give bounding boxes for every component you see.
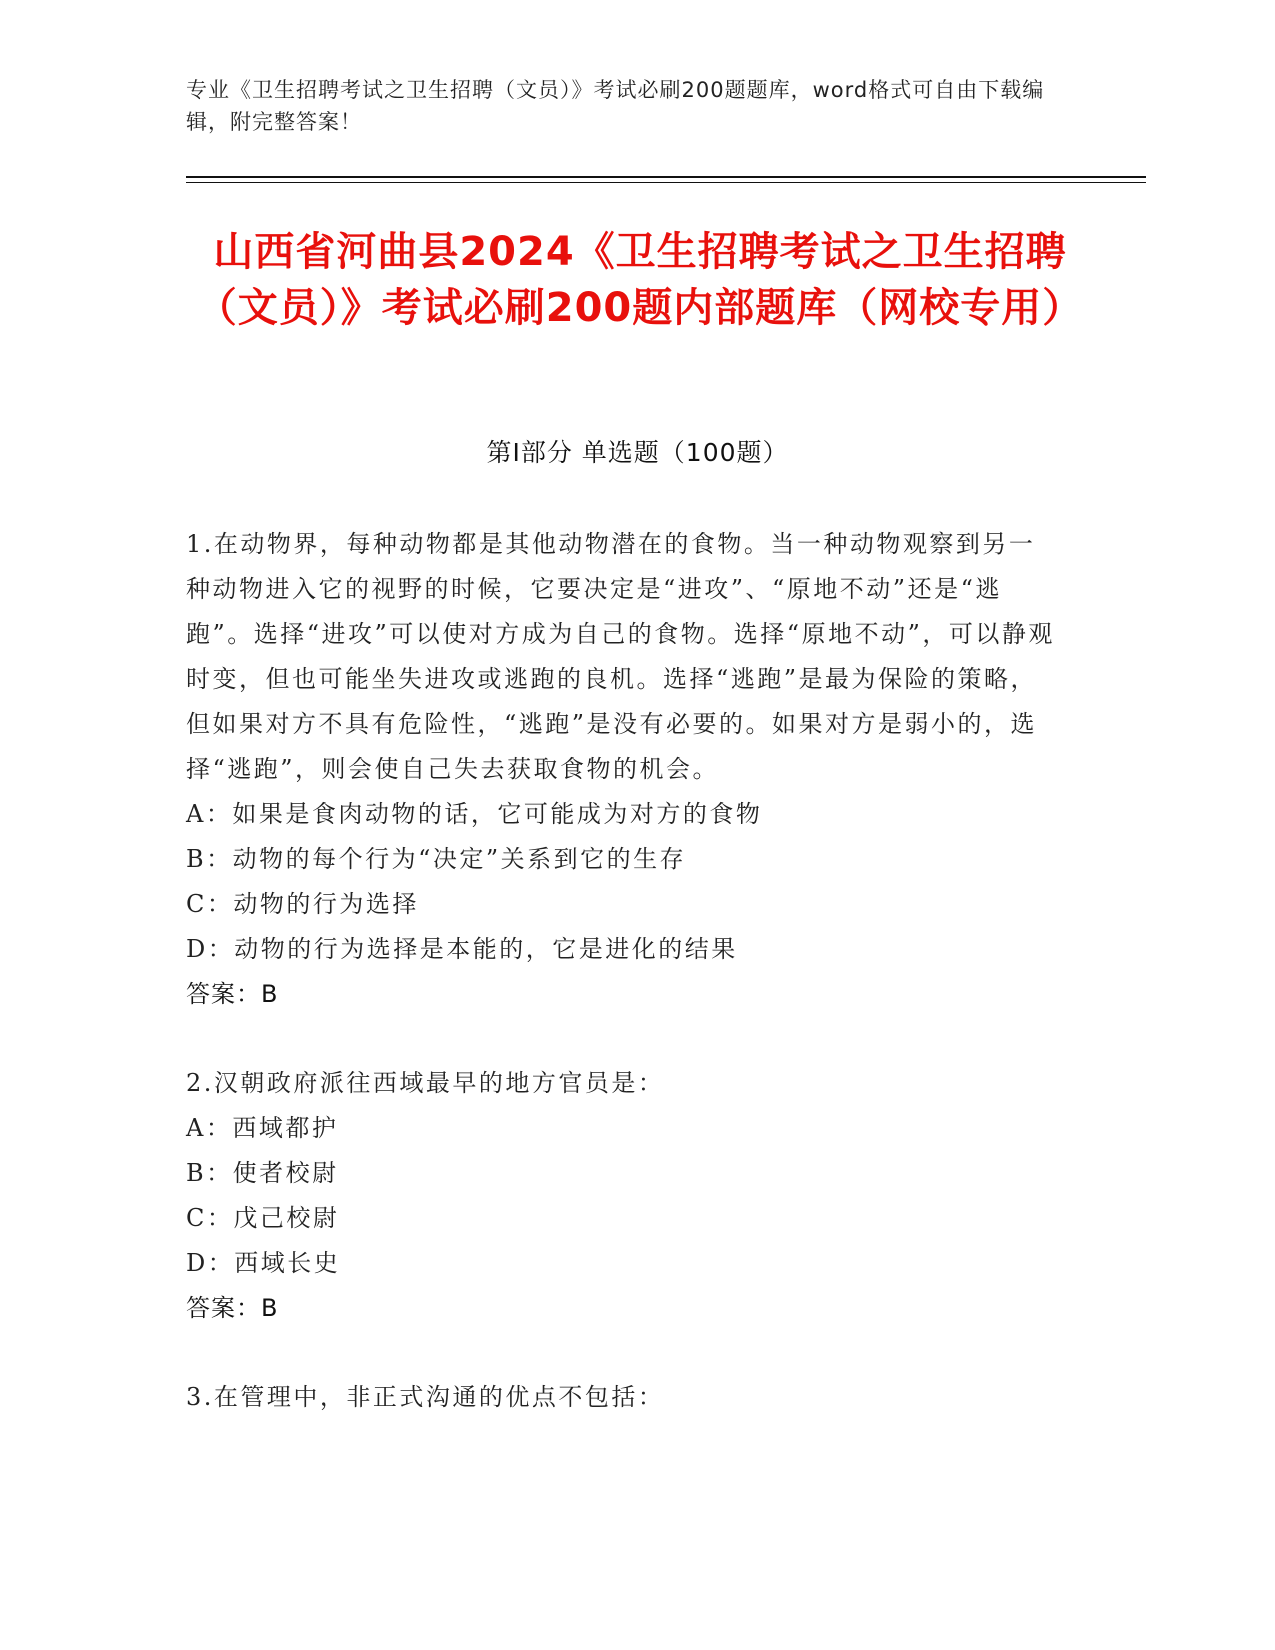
header-rule-thick: [186, 176, 1146, 178]
header-note: 专业《卫生招聘考试之卫生招聘（文员）》考试必刷200题题库，word格式可自由下载编辑，附完整答案！: [186, 78, 1045, 134]
option-b: B：动物的每个行为“决定”关系到它的生存: [186, 845, 687, 873]
option-b: B：使者校尉: [186, 1159, 339, 1187]
question-stem: 2.汉朝政府派往西域最早的地方官员是：: [186, 1069, 665, 1097]
question-2: [186, 1061, 1056, 1331]
question-list: [186, 522, 1056, 1464]
header-rule-thin: [186, 182, 1146, 183]
answer: 答案：B: [186, 980, 279, 1008]
document-title: 山西省河曲县2024《卫生招聘考试之卫生招聘（文员）》考试必刷200题内部题库（网校专用）: [196, 229, 1084, 331]
option-c: C：动物的行为选择: [186, 890, 419, 918]
question-3: [186, 1375, 1056, 1420]
option-c: C：戊己校尉: [186, 1204, 340, 1232]
section-title: 第Ⅰ部分 单选题（100题）: [486, 438, 789, 467]
question-stem: 3.在管理中，非正式沟通的优点不包括：: [186, 1383, 665, 1411]
option-d: D：西域长史: [186, 1249, 341, 1277]
question-stem: 1.在动物界，每种动物都是其他动物潜在的食物。当一种动物观察到另一种动物进入它的视野的时候，它要决定是“进攻”、“原地不动”还是“逃跑”。选择“进攻”可以使对方成为自己的食物。选择“原地不动”，可以静观时变，但也可能坐失进攻或逃跑的良机。选择“逃跑”是最为保险的策略，但如果对方不具有危险性，“逃跑”是没有必要的。如果对方是弱小的，选择“逃跑”，则会使自己失去获取食物的机会。: [186, 530, 1055, 783]
option-a: A：西域都护: [186, 1114, 339, 1142]
option-a: A：如果是食肉动物的话，它可能成为对方的食物: [186, 800, 763, 828]
option-d: D：动物的行为选择是本能的，它是进化的结果: [186, 935, 738, 963]
question-1: [186, 522, 1056, 1017]
answer: 答案：B: [186, 1294, 279, 1322]
